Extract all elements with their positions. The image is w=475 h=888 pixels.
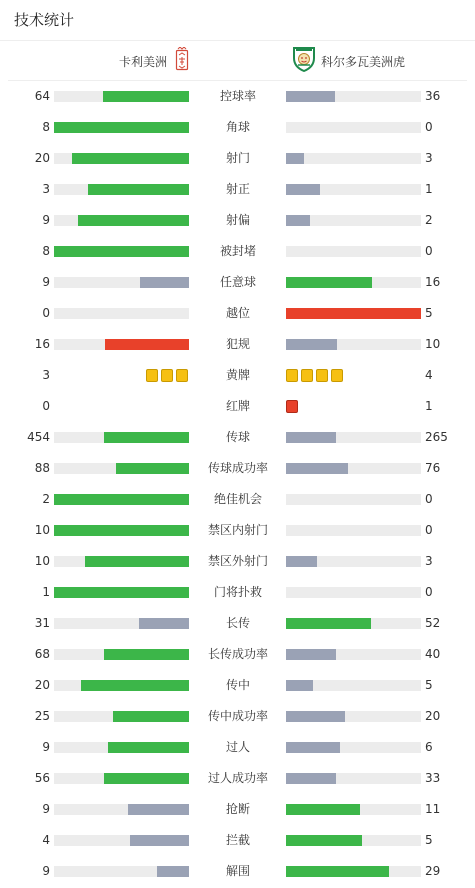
home-stat-value: 8: [42, 120, 50, 134]
away-bar-fill: [286, 308, 421, 319]
home-bar-fill: [103, 91, 189, 102]
yellow-card-icon: [316, 369, 328, 382]
home-stat-value: 25: [34, 709, 50, 723]
home-stat-value: 454: [27, 430, 50, 444]
home-stat-value: 8: [42, 244, 50, 258]
away-stat-value: 4: [425, 368, 433, 382]
away-bar-fill: [286, 277, 372, 288]
home-bar-fill: [128, 804, 189, 815]
away-stat-value: 5: [425, 833, 433, 847]
stat-row: [0, 484, 475, 515]
stat-row: [0, 856, 475, 887]
away-cards: [286, 400, 298, 413]
home-stat-value: 0: [42, 399, 50, 413]
away-bar-fill: [286, 556, 317, 567]
away-bar-track: [286, 246, 421, 257]
away-stat-value: 0: [425, 120, 433, 134]
away-stat-value: 3: [425, 554, 433, 568]
away-bar-fill: [286, 680, 313, 691]
stat-label: 传中成功率: [207, 709, 268, 723]
stat-row: [0, 453, 475, 484]
home-stat-value: 56: [34, 771, 50, 785]
home-bar-fill: [88, 184, 189, 195]
yellow-card-icon: [286, 369, 298, 382]
away-stat-value: 0: [425, 523, 433, 537]
red-card-icon: [286, 400, 298, 413]
america-de-cali-crest-icon: [175, 47, 189, 75]
stat-label: 传中: [225, 678, 250, 692]
away-bar-fill: [286, 773, 336, 784]
home-bar-fill: [78, 215, 189, 226]
away-stat-value: 36: [425, 89, 441, 103]
stat-label: 禁区内射门: [207, 523, 268, 537]
stat-row: [0, 701, 475, 732]
stat-label: 射偏: [225, 213, 250, 227]
away-stat-value: 29: [425, 864, 441, 878]
stat-label: 绝佳机会: [213, 492, 262, 506]
home-bar-track: [54, 339, 189, 350]
away-bar-track: [286, 184, 421, 195]
home-cards: [146, 369, 188, 382]
home-bar-fill: [116, 463, 189, 474]
home-stat-value: 68: [34, 647, 50, 661]
away-bar-track: [286, 680, 421, 691]
stat-label: 过人成功率: [207, 771, 268, 785]
stat-row: [0, 298, 475, 329]
away-bar-fill: [286, 835, 362, 846]
away-stat-value: 40: [425, 647, 441, 661]
home-bar-fill: [130, 835, 189, 846]
home-bar-track: [54, 804, 189, 815]
home-bar-fill: [72, 153, 189, 164]
home-bar-fill: [139, 618, 189, 629]
away-stat-value: 10: [425, 337, 441, 351]
home-bar-fill: [85, 556, 189, 567]
away-bar-track: [286, 525, 421, 536]
away-bar-track: [286, 866, 421, 877]
stat-label: 角球: [225, 120, 250, 134]
away-bar-track: [286, 91, 421, 102]
away-bar-track: [286, 835, 421, 846]
stat-row: [0, 546, 475, 577]
away-stat-value: 265: [425, 430, 448, 444]
home-stat-value: 9: [42, 740, 50, 754]
away-bar-track: [286, 122, 421, 133]
home-bar-fill: [54, 246, 189, 257]
stat-row: [0, 81, 475, 112]
home-team-name: 卡利美洲: [118, 54, 167, 69]
away-bar-fill: [286, 649, 336, 660]
home-bar-fill: [140, 277, 189, 288]
stat-label: 红牌: [225, 399, 250, 413]
stat-row: [0, 794, 475, 825]
home-stat-value: 20: [34, 678, 50, 692]
away-bar-track: [286, 556, 421, 567]
away-bar-fill: [286, 184, 320, 195]
away-stat-value: 5: [425, 678, 433, 692]
home-bar-track: [54, 308, 189, 319]
stat-row: [0, 267, 475, 298]
home-bar-track: [54, 246, 189, 257]
home-bar-fill: [104, 649, 189, 660]
stat-row: [0, 639, 475, 670]
home-bar-fill: [104, 432, 189, 443]
stat-row: [0, 112, 475, 143]
home-bar-track: [54, 432, 189, 443]
away-bar-track: [286, 649, 421, 660]
home-bar-track: [54, 835, 189, 846]
away-cards: [286, 369, 343, 382]
home-stat-value: 10: [34, 554, 50, 568]
home-stat-value: 10: [34, 523, 50, 537]
stat-label: 任意球: [219, 275, 256, 289]
home-bar-track: [54, 122, 189, 133]
stat-row: [0, 422, 475, 453]
away-bar-fill: [286, 215, 310, 226]
stat-row: [0, 670, 475, 701]
away-stat-value: 0: [425, 585, 433, 599]
home-stat-value: 31: [34, 616, 50, 630]
away-bar-track: [286, 711, 421, 722]
stat-label: 解围: [225, 864, 250, 878]
away-bar-fill: [286, 463, 348, 474]
stat-row: [0, 205, 475, 236]
away-stat-value: 33: [425, 771, 441, 785]
away-bar-fill: [286, 153, 304, 164]
home-bar-fill: [157, 866, 189, 877]
away-stat-value: 76: [425, 461, 441, 475]
stat-row: [0, 329, 475, 360]
yellow-card-icon: [176, 369, 188, 382]
away-bar-fill: [286, 866, 389, 877]
yellow-card-icon: [161, 369, 173, 382]
stat-row: [0, 143, 475, 174]
stat-label: 过人: [225, 740, 250, 754]
yellow-card-icon: [301, 369, 313, 382]
home-bar-track: [54, 215, 189, 226]
home-stat-value: 9: [42, 802, 50, 816]
home-bar-track: [54, 184, 189, 195]
home-stat-value: 20: [34, 151, 50, 165]
away-stat-value: 3: [425, 151, 433, 165]
away-bar-fill: [286, 432, 336, 443]
stat-row: [0, 360, 475, 391]
home-stat-value: 3: [42, 182, 50, 196]
away-bar-track: [286, 804, 421, 815]
away-bar-track: [286, 215, 421, 226]
home-team[interactable]: [119, 41, 189, 81]
home-bar-fill: [108, 742, 189, 753]
home-bar-track: [54, 680, 189, 691]
away-bar-fill: [286, 742, 340, 753]
home-bar-fill: [54, 122, 189, 133]
away-stat-value: 1: [425, 399, 433, 413]
home-bar-track: [54, 711, 189, 722]
home-bar-track: [54, 649, 189, 660]
stat-label: 射正: [225, 182, 250, 196]
away-bar-track: [286, 277, 421, 288]
home-bar-track: [54, 153, 189, 164]
stat-label: 长传: [225, 616, 250, 630]
stat-label: 传球: [225, 430, 250, 444]
home-bar-fill: [113, 711, 189, 722]
home-stat-value: 4: [42, 833, 50, 847]
stat-label: 门将扑救: [213, 585, 262, 599]
stat-label: 射门: [225, 151, 250, 165]
page-title: 技术统计: [14, 11, 75, 29]
away-bar-fill: [286, 339, 337, 350]
stat-label: 控球率: [219, 89, 256, 103]
away-bar-track: [286, 432, 421, 443]
home-bar-track: [54, 463, 189, 474]
home-bar-track: [54, 587, 189, 598]
stat-label: 越位: [225, 306, 250, 320]
home-bar-track: [54, 773, 189, 784]
stat-row: [0, 763, 475, 794]
stat-row: [0, 608, 475, 639]
away-bar-track: [286, 153, 421, 164]
home-stat-value: 16: [34, 337, 50, 351]
away-stat-value: 1: [425, 182, 433, 196]
home-stat-value: 9: [42, 864, 50, 878]
yellow-card-icon: [331, 369, 343, 382]
home-bar-track: [54, 556, 189, 567]
stat-row: [0, 825, 475, 856]
home-bar-fill: [54, 587, 189, 598]
home-bar-track: [54, 866, 189, 877]
away-stat-value: 20: [425, 709, 441, 723]
stat-row: [0, 174, 475, 205]
away-stat-value: 5: [425, 306, 433, 320]
home-bar-track: [54, 91, 189, 102]
away-stat-value: 6: [425, 740, 433, 754]
away-stat-value: 2: [425, 213, 433, 227]
teams-header: [8, 41, 467, 81]
home-bar-fill: [54, 494, 189, 505]
home-bar-fill: [104, 773, 189, 784]
away-stat-value: 0: [425, 244, 433, 258]
away-stat-value: 0: [425, 492, 433, 506]
home-stat-value: 9: [42, 213, 50, 227]
home-stat-value: 88: [34, 461, 50, 475]
stat-label: 拦截: [225, 833, 250, 847]
away-team[interactable]: [292, 41, 405, 81]
away-bar-fill: [286, 804, 360, 815]
home-bar-fill: [54, 525, 189, 536]
away-stat-value: 52: [425, 616, 441, 630]
away-bar-track: [286, 463, 421, 474]
away-bar-track: [286, 587, 421, 598]
home-stat-value: 1: [42, 585, 50, 599]
stat-label: 传球成功率: [207, 461, 268, 475]
away-bar-fill: [286, 711, 345, 722]
home-stat-value: 64: [34, 89, 50, 103]
home-bar-fill: [81, 680, 189, 691]
home-bar-fill: [105, 339, 189, 350]
home-stat-value: 2: [42, 492, 50, 506]
away-stat-value: 16: [425, 275, 441, 289]
stat-row: [0, 577, 475, 608]
stat-label: 禁区外射门: [207, 554, 268, 568]
home-bar-track: [54, 618, 189, 629]
away-bar-fill: [286, 618, 371, 629]
home-bar-track: [54, 742, 189, 753]
stat-row: [0, 515, 475, 546]
home-stat-value: 3: [42, 368, 50, 382]
stat-row: [0, 732, 475, 763]
away-bar-track: [286, 618, 421, 629]
stat-label: 抢断: [225, 802, 250, 816]
stat-label: 被封堵: [219, 244, 256, 258]
stat-label: 犯规: [225, 337, 250, 351]
away-bar-track: [286, 494, 421, 505]
away-bar-track: [286, 308, 421, 319]
stat-label: 黄牌: [225, 368, 250, 382]
home-stat-value: 9: [42, 275, 50, 289]
stat-row: [0, 391, 475, 422]
yellow-card-icon: [146, 369, 158, 382]
away-bar-track: [286, 773, 421, 784]
home-bar-track: [54, 277, 189, 288]
away-bar-fill: [286, 91, 335, 102]
jaguares-de-cordoba-crest-icon: [292, 46, 316, 76]
away-bar-track: [286, 339, 421, 350]
stat-row: [0, 236, 475, 267]
home-stat-value: 0: [42, 306, 50, 320]
home-bar-track: [54, 494, 189, 505]
home-bar-track: [54, 525, 189, 536]
stat-label: 长传成功率: [207, 647, 268, 661]
away-team-name: 科尔多瓦美洲虎: [321, 54, 406, 69]
away-stat-value: 11: [425, 802, 441, 816]
away-bar-track: [286, 742, 421, 753]
